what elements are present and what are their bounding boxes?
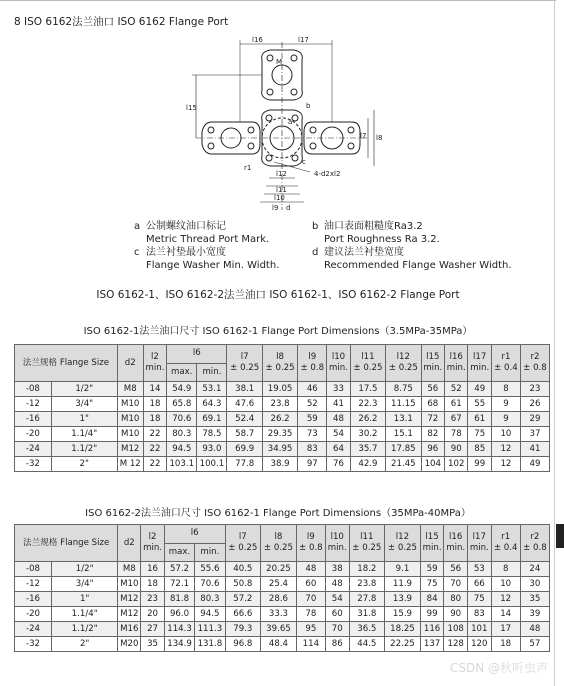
table-cell: -08: [15, 562, 52, 577]
col-l10: l10 min.: [327, 345, 350, 382]
table-cell: 54: [327, 427, 350, 442]
col-l12: l12 ± 0.25: [386, 345, 421, 382]
table-cell: 1/2": [51, 382, 117, 397]
table-cell: 103.1: [167, 457, 197, 472]
table-cell: -16: [15, 412, 52, 427]
table-cell: 41: [520, 442, 549, 457]
table-cell: 75: [468, 427, 491, 442]
table-cell: -20: [15, 607, 52, 622]
col-l9: l9 ± 0.8: [296, 525, 325, 562]
table-cell: -32: [15, 637, 52, 652]
table-cell: 22.25: [385, 637, 421, 652]
table-row: [15, 382, 550, 397]
table-cell: 76: [327, 457, 350, 472]
table-cell: M 12: [117, 457, 143, 472]
table-cell: 78: [445, 427, 468, 442]
table-cell: 77.8: [227, 457, 262, 472]
col-l8: l8 ± 0.25: [261, 525, 297, 562]
table-cell: 29: [520, 412, 549, 427]
table-cell: 26.2: [262, 412, 297, 427]
table-cell: 1.1/2": [51, 622, 117, 637]
table-cell: 14: [491, 607, 520, 622]
table-cell: M16: [118, 622, 141, 637]
dim-l10: l10: [274, 194, 285, 202]
table-cell: 26.2: [350, 412, 385, 427]
col-r2: r2 ± 0.8: [520, 525, 549, 562]
table-cell: 70.6: [195, 577, 225, 592]
table-cell: M8: [117, 382, 143, 397]
table-cell: 10: [491, 577, 520, 592]
table-cell: 46: [298, 382, 327, 397]
table-cell: 13.1: [386, 412, 421, 427]
table-cell: 83: [298, 442, 327, 457]
table-cell: 1.1/2": [51, 442, 117, 457]
table-cell: 61: [445, 397, 468, 412]
table-cell: 56: [444, 562, 468, 577]
table-cell: 23: [141, 592, 165, 607]
col-l15: l15 min.: [420, 525, 444, 562]
table-cell: -24: [15, 622, 52, 637]
watermark: CSDN @秋听虫声: [449, 661, 548, 675]
dim-c: c: [302, 158, 306, 166]
dim-l8: l8: [376, 134, 383, 142]
table-row: [15, 412, 550, 427]
table-cell: 57: [520, 637, 549, 652]
table-cell: 53.1: [197, 382, 227, 397]
table-cell: 70: [325, 622, 349, 637]
table-cell: 8: [491, 382, 520, 397]
dim-b: b: [306, 102, 311, 110]
table-cell: 55: [468, 397, 491, 412]
table-cell: -32: [15, 457, 52, 472]
table-cell: 111.3: [195, 622, 225, 637]
table-cell: 59: [298, 412, 327, 427]
table-cell: 11.15: [386, 397, 421, 412]
table-cell: 35: [520, 592, 549, 607]
table-cell: 33.3: [261, 607, 297, 622]
table-cell: 49: [468, 382, 491, 397]
col-l11: l11 ± 0.25: [349, 525, 385, 562]
table-cell: 86: [325, 637, 349, 652]
table-cell: 61: [468, 412, 491, 427]
table-cell: 84: [420, 592, 444, 607]
table-cell: 3/4": [51, 397, 117, 412]
table-cell: 2": [51, 457, 117, 472]
table-cell: 100.1: [197, 457, 227, 472]
dim-l11: l11: [276, 186, 287, 194]
dim-l7: l7: [360, 132, 367, 140]
table-cell: 38.1: [227, 382, 262, 397]
table-cell: 75: [468, 592, 492, 607]
table-cell: 90: [445, 442, 468, 457]
col-l9: l9 ± 0.8: [298, 345, 327, 382]
legend-c: c 法兰衬垫最小宽度 Flange Washer Min. Width.: [134, 247, 280, 271]
table-cell: 64: [327, 442, 350, 457]
col-l6-min: min.: [197, 363, 227, 382]
table-cell: 48: [327, 412, 350, 427]
table-cell: M8: [118, 562, 141, 577]
table-cell: 23: [520, 382, 549, 397]
table-cell: 12: [491, 592, 520, 607]
table-cell: 18: [143, 397, 166, 412]
table-cell: 29.35: [262, 427, 297, 442]
table-cell: 36.5: [349, 622, 385, 637]
table-cell: 67: [445, 412, 468, 427]
table-cell: 1": [51, 412, 117, 427]
table-cell: 20: [141, 607, 165, 622]
table-cell: 94.5: [167, 442, 197, 457]
table-cell: 102: [445, 457, 468, 472]
table-cell: 9: [491, 397, 520, 412]
table-cell: 108: [444, 622, 468, 637]
table-cell: 38: [325, 562, 349, 577]
table-cell: 134.9: [164, 637, 194, 652]
table2-title: ISO 6162-2法兰油口尺寸 ISO 6162-1 Flange Port Dimensions（35MPa-40MPa）: [85, 508, 471, 519]
table-cell: 56: [421, 382, 444, 397]
table-row: [15, 562, 550, 577]
table-cell: 3/4": [51, 577, 117, 592]
table-cell: 72.1: [164, 577, 194, 592]
table-cell: 57.2: [225, 592, 261, 607]
section-heading: 8 ISO 6162法兰油口 ISO 6162 Flange Port: [14, 16, 229, 28]
col-r2: r2 ± 0.8: [520, 345, 549, 382]
dim-d: d: [286, 204, 291, 212]
col-l11: l11 ± 0.25: [350, 345, 385, 382]
table2: [14, 524, 550, 652]
table-cell: 22: [143, 442, 166, 457]
table-cell: 90: [444, 607, 468, 622]
table-cell: 52: [445, 382, 468, 397]
flange-port-diagram: [186, 36, 383, 218]
table-cell: 41: [327, 397, 350, 412]
table-cell: 99: [420, 607, 444, 622]
table-cell: 31.8: [349, 607, 385, 622]
table-cell: 1": [51, 592, 117, 607]
table-cell: 1.1/4": [51, 427, 117, 442]
table-row: [15, 622, 550, 637]
table-cell: 60: [296, 577, 325, 592]
table-cell: 10: [491, 427, 520, 442]
table1-body: [15, 382, 550, 472]
table-cell: 8.75: [386, 382, 421, 397]
col-l17: l17 min.: [468, 345, 491, 382]
col-l7: l7 ± 0.25: [227, 345, 262, 382]
table-cell: 22.3: [350, 397, 385, 412]
table-cell: 78.5: [197, 427, 227, 442]
table-cell: 95: [296, 622, 325, 637]
table-cell: -24: [15, 442, 52, 457]
table-cell: 137: [420, 637, 444, 652]
dim-l9: l9: [272, 204, 279, 212]
table-cell: 114: [296, 637, 325, 652]
table-cell: 79.3: [225, 622, 261, 637]
col-l6-max: max.: [167, 363, 197, 382]
table-cell: 17.5: [350, 382, 385, 397]
table-cell: 131.8: [195, 637, 225, 652]
table-cell: 22: [143, 427, 166, 442]
table-cell: 70: [296, 592, 325, 607]
col-l8: l8 ± 0.25: [262, 345, 297, 382]
table-cell: 96: [421, 442, 444, 457]
table-cell: 33: [327, 382, 350, 397]
table-cell: -08: [15, 382, 52, 397]
side-tab-marker: [556, 524, 564, 548]
table-cell: 94.5: [195, 607, 225, 622]
table-cell: 8: [491, 562, 520, 577]
table-cell: M10: [117, 412, 143, 427]
table-cell: 17: [491, 622, 520, 637]
table-cell: 38.9: [262, 457, 297, 472]
table-cell: 9.1: [385, 562, 421, 577]
table-cell: 54.9: [167, 382, 197, 397]
table-cell: 39.65: [261, 622, 297, 637]
table-cell: 81.8: [164, 592, 194, 607]
table-cell: 9: [491, 412, 520, 427]
table-cell: 12: [491, 442, 520, 457]
table-cell: 83: [468, 607, 492, 622]
table-cell: 58.7: [227, 427, 262, 442]
table-cell: M20: [118, 637, 141, 652]
table-cell: -16: [15, 592, 52, 607]
table-cell: 25.4: [261, 577, 297, 592]
table-cell: 101: [468, 622, 492, 637]
table-cell: 80.3: [195, 592, 225, 607]
table-cell: 120: [468, 637, 492, 652]
table-cell: 1/2": [51, 562, 117, 577]
right-margin-line: [554, 0, 555, 686]
dim-l17: l17: [298, 36, 309, 44]
table-cell: 52: [298, 397, 327, 412]
table-row: [15, 397, 550, 412]
table-cell: 75: [420, 577, 444, 592]
table-cell: 73: [298, 427, 327, 442]
col-l6-min: min.: [195, 543, 225, 562]
col-d2: d2: [117, 345, 143, 382]
table-cell: 99: [468, 457, 491, 472]
table-cell: 17.85: [386, 442, 421, 457]
col-l17: l17 min.: [468, 525, 492, 562]
col-r1: r1 ± 0.4: [491, 345, 520, 382]
table-cell: 18: [143, 412, 166, 427]
legend-d: d 建议法兰衬垫宽度 Recommended Flange Washer Width.: [312, 247, 512, 271]
table-cell: 30: [520, 577, 549, 592]
table-cell: 1.1/4": [51, 607, 117, 622]
table-cell: 50.8: [225, 577, 261, 592]
table-cell: 34.95: [262, 442, 297, 457]
ports-title: ISO 6162-1、ISO 6162-2法兰油口 ISO 6162-1、ISO 6162-2 Flange Port: [96, 289, 460, 301]
table-cell: 70.6: [167, 412, 197, 427]
col-l2: l2 min.: [141, 525, 165, 562]
dim-l16: l16: [252, 36, 263, 44]
table-cell: 48.4: [261, 637, 297, 652]
table-row: [15, 442, 550, 457]
table-row: [15, 427, 550, 442]
table-row: [15, 457, 550, 472]
table-cell: 28.6: [261, 592, 297, 607]
table-cell: M10: [118, 577, 141, 592]
table-cell: 114.3: [164, 622, 194, 637]
table-cell: 66: [468, 577, 492, 592]
col-l12: l12 ± 0.25: [385, 525, 421, 562]
table2-body: [15, 562, 550, 652]
table-cell: 2": [51, 637, 117, 652]
table-row: [15, 607, 550, 622]
table-cell: M12: [118, 607, 141, 622]
col-l15: l15 min.: [421, 345, 444, 382]
table1-title: ISO 6162-1法兰油口尺寸 ISO 6162-1 Flange Port Dimensions（3.5MPa-35MPa）: [83, 326, 473, 337]
table-cell: 116: [420, 622, 444, 637]
dim-l12: l12: [276, 170, 287, 178]
table-cell: 69.9: [227, 442, 262, 457]
table-cell: 96.8: [225, 637, 261, 652]
dim-l15: l15: [186, 104, 197, 112]
table-cell: 93.0: [197, 442, 227, 457]
col-l16: l16 min.: [445, 345, 468, 382]
table-cell: 40.5: [225, 562, 261, 577]
col-l2: l2 min.: [143, 345, 166, 382]
table-cell: -12: [15, 397, 52, 412]
table-cell: -12: [15, 577, 52, 592]
table-cell: 15.1: [386, 427, 421, 442]
table-cell: 11.9: [385, 577, 421, 592]
table-cell: 12: [491, 457, 520, 472]
table-row: [15, 637, 550, 652]
table-cell: 13.9: [385, 592, 421, 607]
table-cell: 70: [444, 577, 468, 592]
table-cell: 23.8: [349, 577, 385, 592]
table-cell: 26: [520, 397, 549, 412]
table-cell: 37: [520, 427, 549, 442]
table-cell: 14: [143, 382, 166, 397]
table-cell: 85: [468, 442, 491, 457]
table-cell: 21.45: [386, 457, 421, 472]
table-cell: 49: [520, 457, 549, 472]
table-cell: 16: [141, 562, 165, 577]
table-cell: 42.9: [350, 457, 385, 472]
col-l6-max: max.: [164, 543, 194, 562]
table-cell: M10: [117, 427, 143, 442]
table-cell: 96.0: [164, 607, 194, 622]
table-cell: 128: [444, 637, 468, 652]
col-l6: l6: [164, 525, 225, 544]
table-cell: 30.2: [350, 427, 385, 442]
table-cell: 55.6: [195, 562, 225, 577]
col-l7: l7 ± 0.25: [225, 525, 261, 562]
legend-a: a 公制螺纹油口标记 Metric Thread Port Mark.: [134, 221, 270, 245]
table-cell: -20: [15, 427, 52, 442]
table-cell: 18: [141, 577, 165, 592]
table-cell: 48: [325, 577, 349, 592]
table-cell: 23.8: [262, 397, 297, 412]
table-cell: 39: [520, 607, 549, 622]
col-l6: l6: [167, 345, 227, 364]
table-cell: 27: [141, 622, 165, 637]
table-cell: 24: [520, 562, 549, 577]
table-cell: M10: [117, 397, 143, 412]
table-cell: 18.2: [349, 562, 385, 577]
table-cell: 97: [298, 457, 327, 472]
table-cell: 48: [296, 562, 325, 577]
dim-r1: r1: [244, 164, 252, 172]
table-cell: 82: [421, 427, 444, 442]
table-cell: 60: [325, 607, 349, 622]
table-cell: 15.9: [385, 607, 421, 622]
col-size: 法兰规格 Flange Size: [15, 525, 118, 562]
col-r1: r1 ± 0.4: [491, 525, 520, 562]
top-rule: [0, 0, 556, 1]
table-cell: 66.6: [225, 607, 261, 622]
table-cell: 20.25: [261, 562, 297, 577]
table-cell: 19.05: [262, 382, 297, 397]
table-cell: 68: [421, 397, 444, 412]
col-l16: l16 min.: [444, 525, 468, 562]
table-cell: 54: [325, 592, 349, 607]
table-cell: 52.4: [227, 412, 262, 427]
table-cell: 78: [296, 607, 325, 622]
table-row: [15, 577, 550, 592]
table-cell: 47.6: [227, 397, 262, 412]
table-cell: 69.1: [197, 412, 227, 427]
table-cell: 59: [420, 562, 444, 577]
dim-bolt: 4-d2xl2: [314, 170, 341, 178]
table-cell: 35: [141, 637, 165, 652]
table-cell: 48: [520, 622, 549, 637]
table-cell: 64.3: [197, 397, 227, 412]
table-cell: M12: [117, 442, 143, 457]
table-cell: 80: [444, 592, 468, 607]
dim-a: a: [288, 118, 293, 126]
table-cell: 18.25: [385, 622, 421, 637]
col-d2: d2: [118, 525, 141, 562]
table-cell: M12: [118, 592, 141, 607]
table-cell: 44.5: [349, 637, 385, 652]
table-cell: 104: [421, 457, 444, 472]
table-cell: 65.8: [167, 397, 197, 412]
legend-b: b 油口表面粗糙度Ra3.2 Port Roughness Ra 3.2.: [312, 221, 440, 245]
table-row: [15, 592, 550, 607]
table-cell: 80.3: [167, 427, 197, 442]
col-size: 法兰规格 Flange Size: [15, 345, 118, 382]
table-cell: 22: [143, 457, 166, 472]
table-cell: 18: [491, 637, 520, 652]
table1: [14, 344, 550, 472]
port-mark-m: M: [276, 58, 283, 66]
table-cell: 27.8: [349, 592, 385, 607]
table-cell: 72: [421, 412, 444, 427]
table-cell: 53: [468, 562, 492, 577]
table-cell: 57.2: [164, 562, 194, 577]
col-l10: l10 min.: [325, 525, 349, 562]
table-cell: 35.7: [350, 442, 385, 457]
